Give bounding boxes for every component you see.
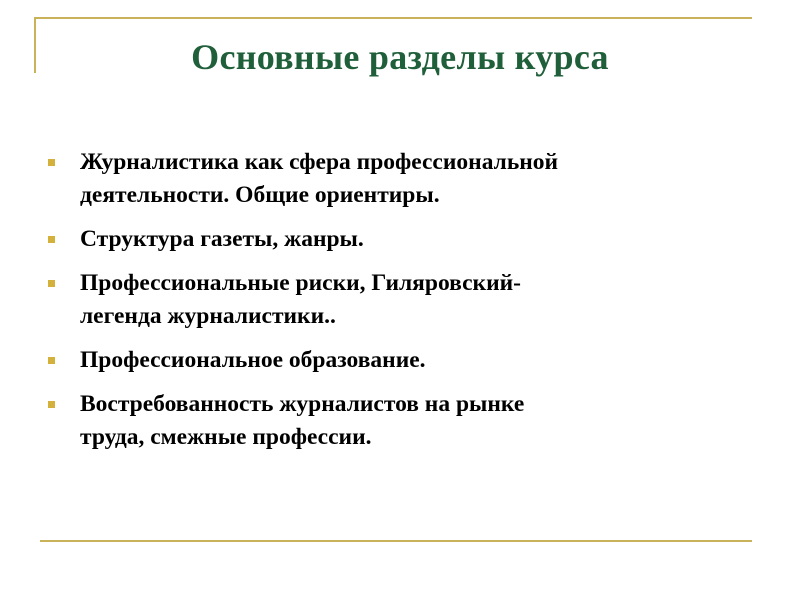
list-item-text: Профессиональные риски, Гиляровский- легенда журналистики..: [80, 270, 521, 329]
list-item: [48, 146, 748, 212]
list-item: [48, 223, 748, 256]
bullet-list: [48, 146, 748, 465]
list-item-text: Востребованность журналистов на рынке труда, смежные профессии.: [80, 391, 525, 450]
slide-title: Основные разделы курса: [191, 37, 609, 77]
bullet-square-icon: [48, 357, 55, 364]
list-item: [48, 388, 748, 454]
bullet-square-icon: [48, 401, 55, 408]
bullet-square-icon: [48, 236, 55, 243]
frame-top-line: [34, 17, 752, 19]
list-item: [48, 267, 748, 333]
list-item-text: Структура газеты, жанры.: [80, 226, 364, 252]
bullet-square-icon: [48, 159, 55, 166]
list-item-text: Журналистика как сфера профессиональной деятельности. Общие ориентиры.: [80, 149, 559, 208]
list-item-text: Профессиональное образование.: [80, 347, 426, 373]
list-item: [48, 344, 748, 377]
frame-bottom-line: [40, 540, 752, 542]
bullet-square-icon: [48, 280, 55, 287]
